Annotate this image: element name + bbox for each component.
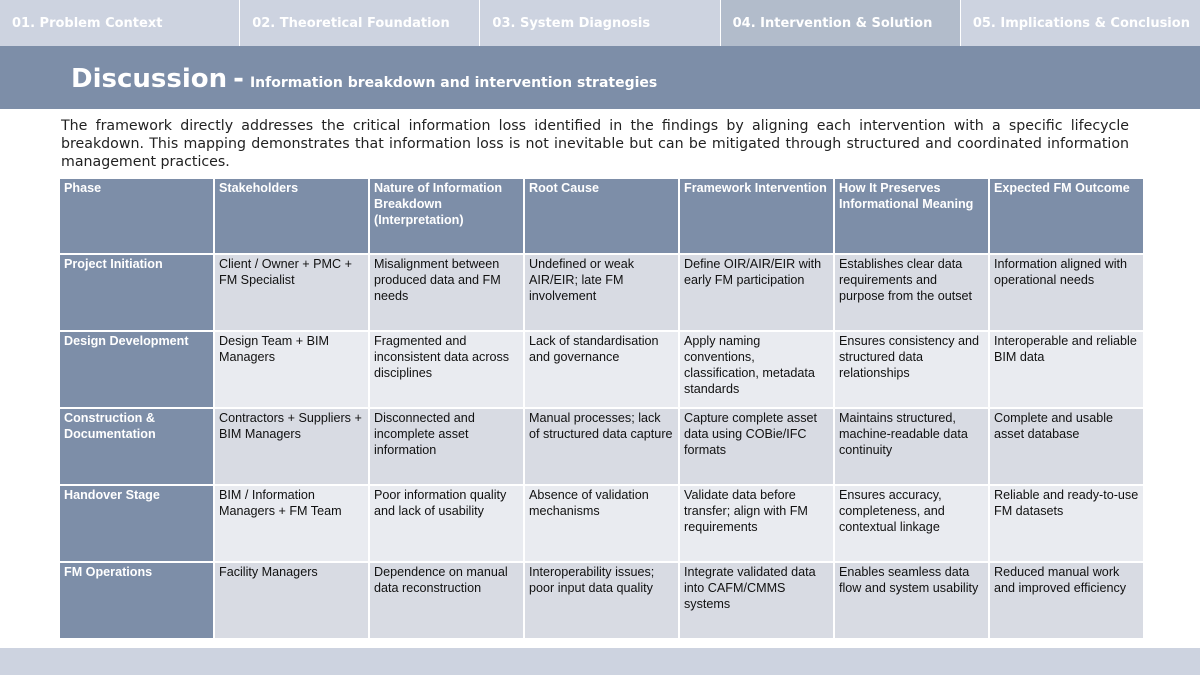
column-header-breakdown: Nature of Information Breakdown (Interpretation)	[370, 179, 523, 253]
column-header-root-cause: Root Cause	[525, 179, 678, 253]
intervention-table	[58, 177, 1145, 640]
column-header-outcome: Expected FM Outcome	[990, 179, 1143, 253]
section-tabs	[0, 0, 1200, 46]
phase-cell: Handover Stage	[60, 486, 213, 561]
column-header-preservation: How It Preserves Informational Meaning	[835, 179, 988, 253]
preservation-cell: Enables seamless data flow and system usability	[835, 563, 988, 638]
column-header-phase: Phase	[60, 179, 213, 253]
table-row	[60, 255, 1143, 330]
outcome-cell: Interoperable and reliable BIM data	[990, 332, 1143, 407]
breakdown-cell: Dependence on manual data reconstruction	[370, 563, 523, 638]
preservation-cell: Ensures accuracy, completeness, and contextual linkage	[835, 486, 988, 561]
phase-cell: Design Development	[60, 332, 213, 407]
stakeholders-cell: Design Team + BIM Managers	[215, 332, 368, 407]
tab-theoretical-foundation[interactable]: 02. Theoretical Foundation	[240, 0, 480, 46]
table-row	[60, 332, 1143, 407]
column-header-stakeholders: Stakeholders	[215, 179, 368, 253]
intro-paragraph: The framework directly addresses the critical information loss identified in the findings by aligning each intervention with a specific lifecycle breakdown. This mapping demonstrates that information loss is not inevitable but can be mitigated through structured and coordinated information management practices.	[61, 118, 1129, 170]
page-title: Discussion	[71, 64, 228, 94]
root-cause-cell: Undefined or weak AIR/EIR; late FM involvement	[525, 255, 678, 330]
intervention-cell: Define OIR/AIR/EIR with early FM participation	[680, 255, 833, 330]
tab-problem-context[interactable]: 01. Problem Context	[0, 0, 240, 46]
breakdown-cell: Misalignment between produced data and FM needs	[370, 255, 523, 330]
root-cause-cell: Interoperability issues; poor input data quality	[525, 563, 678, 638]
stakeholders-cell: Client / Owner + PMC + FM Specialist	[215, 255, 368, 330]
stakeholders-cell: Contractors + Suppliers + BIM Managers	[215, 409, 368, 484]
preservation-cell: Ensures consistency and structured data relationships	[835, 332, 988, 407]
table-row	[60, 563, 1143, 638]
phase-cell: Construction & Documentation	[60, 409, 213, 484]
table-row	[60, 409, 1143, 484]
footer-bar	[0, 648, 1200, 675]
outcome-cell: Information aligned with operational needs	[990, 255, 1143, 330]
tab-intervention-solution[interactable]: 04. Intervention & Solution	[721, 0, 961, 46]
column-header-intervention: Framework Intervention	[680, 179, 833, 253]
intervention-cell: Capture complete asset data using COBie/IFC formats	[680, 409, 833, 484]
outcome-cell: Reliable and ready-to-use FM datasets	[990, 486, 1143, 561]
outcome-cell: Complete and usable asset database	[990, 409, 1143, 484]
intervention-cell: Validate data before transfer; align with FM requirements	[680, 486, 833, 561]
phase-cell: FM Operations	[60, 563, 213, 638]
tab-implications-conclusion[interactable]: 05. Implications & Conclusion	[961, 0, 1200, 46]
intervention-cell: Integrate validated data into CAFM/CMMS systems	[680, 563, 833, 638]
intervention-table-container	[60, 179, 1141, 638]
table-row	[60, 486, 1143, 561]
title-bar	[0, 46, 1200, 109]
breakdown-cell: Poor information quality and lack of usability	[370, 486, 523, 561]
title-separator: -	[233, 64, 244, 94]
stakeholders-cell: BIM / Information Managers + FM Team	[215, 486, 368, 561]
page-subtitle: Information breakdown and intervention strategies	[249, 75, 658, 91]
preservation-cell: Establishes clear data requirements and purpose from the outset	[835, 255, 988, 330]
breakdown-cell: Fragmented and inconsistent data across disciplines	[370, 332, 523, 407]
stakeholders-cell: Facility Managers	[215, 563, 368, 638]
root-cause-cell: Absence of validation mechanisms	[525, 486, 678, 561]
intervention-cell: Apply naming conventions, classification, metadata standards	[680, 332, 833, 407]
root-cause-cell: Lack of standardisation and governance	[525, 332, 678, 407]
phase-cell: Project Initiation	[60, 255, 213, 330]
root-cause-cell: Manual processes; lack of structured data capture	[525, 409, 678, 484]
preservation-cell: Maintains structured, machine-readable data continuity	[835, 409, 988, 484]
tab-system-diagnosis[interactable]: 03. System Diagnosis	[480, 0, 720, 46]
breakdown-cell: Disconnected and incomplete asset information	[370, 409, 523, 484]
table-header-row	[60, 179, 1143, 253]
outcome-cell: Reduced manual work and improved efficiency	[990, 563, 1143, 638]
